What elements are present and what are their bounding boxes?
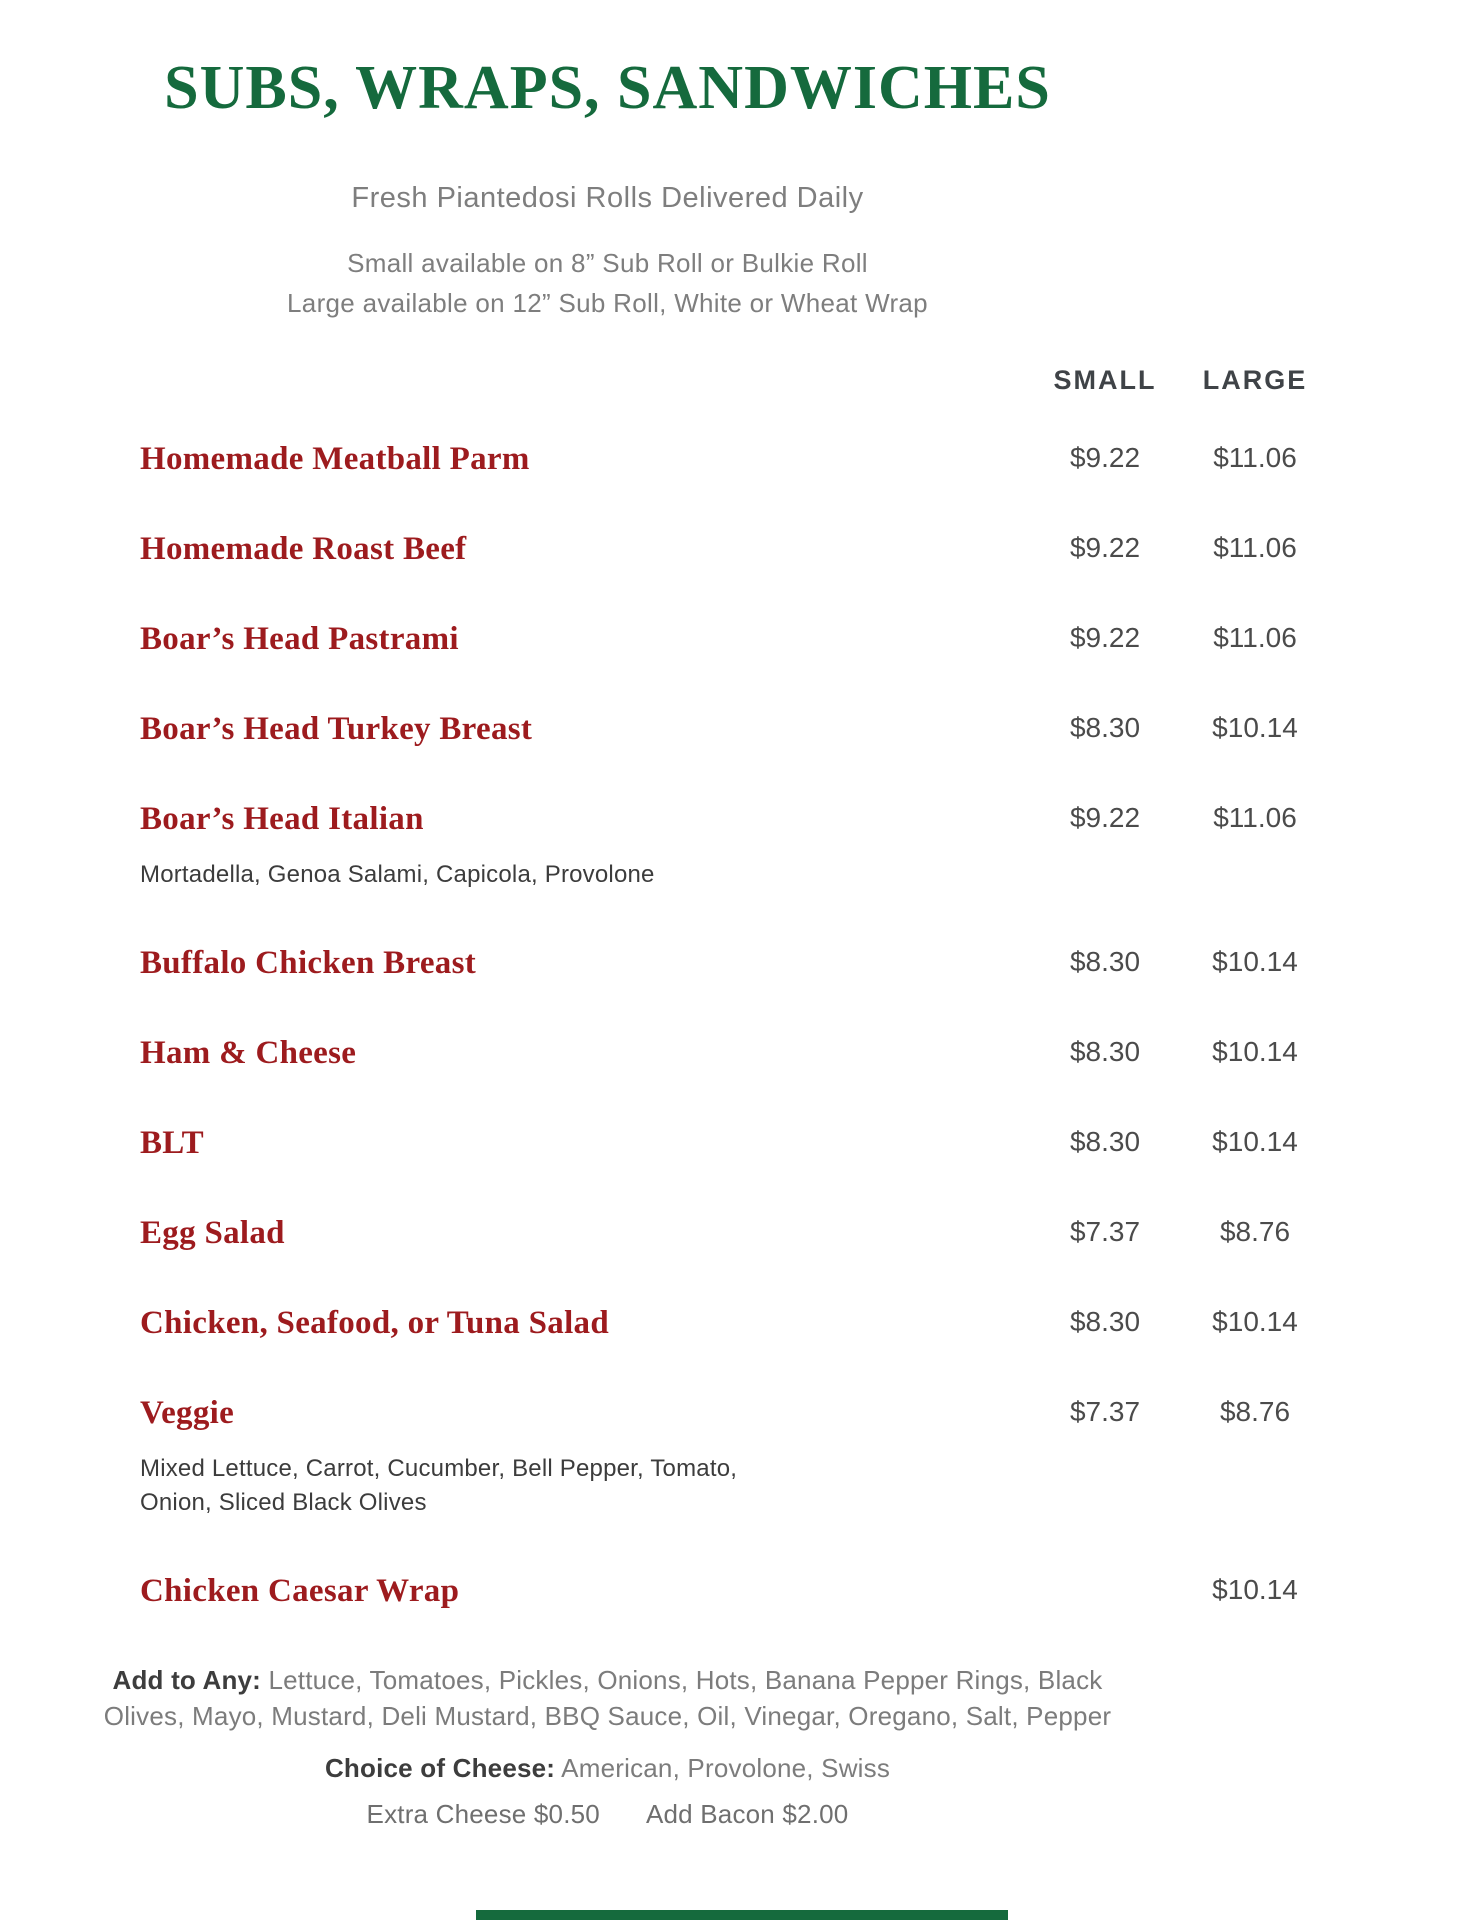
menu-item-name: Boar’s Head Turkey Breast <box>140 711 533 747</box>
menu-item-row <box>140 1304 1330 1342</box>
menu-item-price-small: $9.22 <box>1069 622 1141 653</box>
availability-notes <box>0 243 1215 323</box>
menu-item-main <box>140 1124 1030 1162</box>
choice-of-cheese-label: Choice of Cheese: <box>324 1753 556 1783</box>
extras-note <box>73 1796 1143 1832</box>
menu-item-price-large: $10.14 <box>1212 1126 1298 1157</box>
menu-item-main <box>140 944 1030 982</box>
menu-item-row <box>140 620 1330 658</box>
menu-item-price-large: $11.06 <box>1213 532 1297 563</box>
page-title: SUBS, WRAPS, SANDWICHES <box>164 54 1051 122</box>
column-header-spacer <box>140 365 1030 396</box>
menu-item-row <box>140 440 1330 478</box>
menu-item-price-small: $9.22 <box>1069 802 1141 833</box>
extra-cheese-text: Extra Cheese $0.50 <box>366 1799 600 1829</box>
add-to-any-text: Lettuce, Tomatoes, Pickles, Onions, Hots, Banana Pepper Rings, Black Olives, Mayo, Mustard, Deli Mustard, BBQ Sauce, Oil, Vinegar, Oregano, Salt, Pepper <box>103 1665 1112 1731</box>
menu-item-main <box>140 710 1030 748</box>
menu-item-main <box>140 800 1030 892</box>
menu-item-name: Boar’s Head Pastrami <box>140 621 459 657</box>
menu-item-name: Buffalo Chicken Breast <box>140 945 477 981</box>
menu-item-price-small <box>1030 1572 1180 1573</box>
menu-item-name: Chicken Caesar Wrap <box>140 1573 460 1609</box>
menu-item-row <box>140 800 1330 892</box>
menu-item-row <box>140 944 1330 982</box>
menu-item-price-large: $8.76 <box>1219 1396 1291 1427</box>
menu-item-price-small: $7.37 <box>1069 1216 1141 1247</box>
menu-item-price-small: $7.37 <box>1069 1396 1141 1427</box>
menu-item-description: Mortadella, Genoa Salami, Capicola, Provolone <box>140 861 655 888</box>
menu-item-price-small: $8.30 <box>1069 1036 1141 1067</box>
menu-item-description: Mixed Lettuce, Carrot, Cucumber, Bell Pepper, Tomato, Onion, Sliced Black Olives <box>140 1455 738 1516</box>
menu-item-main <box>140 1034 1030 1072</box>
menu-item-main <box>140 530 1030 568</box>
menu-item-name: BLT <box>140 1125 204 1161</box>
menu-items-list <box>140 440 1330 1610</box>
menu-item-main <box>140 1394 1030 1520</box>
choice-of-cheese-text: American, Provolone, Swiss <box>561 1753 891 1783</box>
menu-footer <box>0 1662 1215 1832</box>
add-bacon-text: Add Bacon $2.00 <box>645 1799 849 1829</box>
choice-of-cheese-note <box>73 1750 1143 1786</box>
menu-item-row <box>140 530 1330 568</box>
menu-item-price-large: $10.14 <box>1212 1306 1298 1337</box>
next-section-banner-sliver <box>476 1910 1008 1920</box>
menu-item-price-large: $10.14 <box>1212 1574 1298 1605</box>
menu-item-row <box>140 1214 1330 1252</box>
menu-item-name: Homemade Meatball Parm <box>140 441 530 477</box>
menu-item-main <box>140 1304 1030 1342</box>
menu-item-name: Homemade Roast Beef <box>140 531 467 567</box>
price-column-headers <box>140 365 1330 396</box>
menu-item-name: Ham & Cheese <box>140 1035 357 1071</box>
menu-item-main <box>140 440 1030 478</box>
menu-price-table <box>140 365 1330 1610</box>
menu-header <box>0 0 1215 323</box>
menu-item-price-small: $8.30 <box>1069 1306 1141 1337</box>
menu-item-main <box>140 620 1030 658</box>
availability-large-line: Large available on 12” Sub Roll, White or Wheat Wrap <box>287 288 928 318</box>
menu-item-main <box>140 1214 1030 1252</box>
menu-item-price-large: $8.76 <box>1219 1216 1291 1247</box>
menu-item-name: Chicken, Seafood, or Tuna Salad <box>140 1305 610 1341</box>
menu-item-row <box>140 1034 1330 1072</box>
menu-item-name: Egg Salad <box>140 1215 285 1251</box>
menu-subtitle: Fresh Piantedosi Rolls Delivered Daily <box>351 182 864 214</box>
menu-item-price-large: $11.06 <box>1213 442 1297 473</box>
column-header-large: LARGE <box>1202 365 1308 395</box>
add-to-any-note <box>73 1662 1143 1734</box>
menu-item-name: Boar’s Head Italian <box>140 801 424 837</box>
menu-item-row <box>140 710 1330 748</box>
menu-item-row <box>140 1124 1330 1162</box>
menu-item-price-large: $10.14 <box>1212 946 1298 977</box>
menu-item-row <box>140 1394 1330 1520</box>
availability-small-line: Small available on 8” Sub Roll or Bulkie Roll <box>347 248 868 278</box>
menu-item-name: Veggie <box>140 1395 235 1431</box>
menu-item-price-large: $11.06 <box>1213 802 1297 833</box>
menu-item-price-small: $8.30 <box>1069 1126 1141 1157</box>
add-to-any-label: Add to Any: <box>112 1665 262 1695</box>
menu-item-price-small: $9.22 <box>1069 442 1141 473</box>
menu-item-price-small: $8.30 <box>1069 946 1141 977</box>
menu-item-price-small: $8.30 <box>1069 712 1141 743</box>
menu-item-main <box>140 1572 1030 1610</box>
menu-item-row <box>140 1572 1330 1610</box>
menu-item-price-large: $10.14 <box>1212 712 1298 743</box>
menu-item-price-small: $9.22 <box>1069 532 1141 563</box>
column-header-small: SMALL <box>1053 365 1157 395</box>
menu-item-price-large: $11.06 <box>1213 622 1297 653</box>
menu-item-price-large: $10.14 <box>1212 1036 1298 1067</box>
